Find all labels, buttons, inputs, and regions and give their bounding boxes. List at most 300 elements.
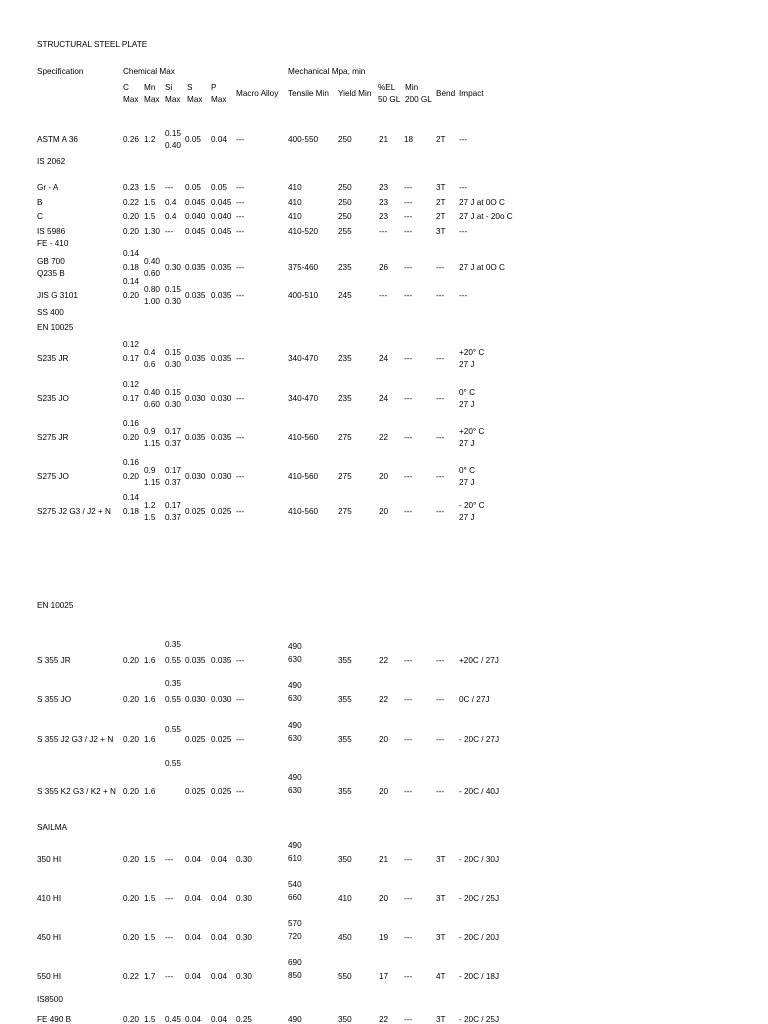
cell-impact: 27 J (459, 513, 475, 522)
cell-p: 0.035 (211, 656, 232, 665)
cell-s: 0.040 (185, 212, 206, 221)
cell-macro-alloy: --- (236, 433, 245, 442)
header-p: P (211, 83, 217, 92)
header-el200: Min (405, 83, 419, 92)
cell-tensile: 410 (288, 183, 302, 192)
cell-elongation-200gl: --- (404, 394, 413, 403)
cell-tensile: 720 (288, 932, 302, 941)
cell-impact: - 20C / 27J (459, 735, 500, 744)
cell-macro-alloy: --- (236, 472, 245, 481)
cell-impact: - 20C / 40J (459, 787, 500, 796)
cell-elongation-50gl: 23 (379, 198, 389, 207)
cell-si: 0.55 (165, 725, 181, 734)
header-mn: Mn (144, 83, 156, 92)
cell-specification: 350 HI (37, 855, 62, 864)
cell-mn: 0.6 (144, 360, 156, 369)
cell-tensile: 850 (288, 971, 302, 980)
cell-macro-alloy: --- (236, 695, 245, 704)
cell-mn: 1.00 (144, 297, 160, 306)
cell-bend: 3T (436, 183, 446, 192)
cell-yield: 235 (338, 354, 352, 363)
cell-specification: Gr - A (37, 183, 59, 192)
page-title: STRUCTURAL STEEL PLATE (37, 40, 148, 49)
cell-p: 0.05 (211, 183, 227, 192)
header-c-sub: Max (123, 95, 139, 104)
cell-elongation-50gl: 20 (379, 735, 389, 744)
cell-yield: 235 (338, 263, 352, 272)
cell-yield: 355 (338, 695, 352, 704)
cell-p: 0.025 (211, 787, 232, 796)
cell-impact: --- (459, 183, 468, 192)
cell-bend: 3T (436, 855, 446, 864)
cell-tensile: 410 (288, 212, 302, 221)
header-tensile: Tensile Min (288, 89, 329, 98)
cell-c: 0.17 (123, 354, 139, 363)
cell-tensile: 410-560 (288, 472, 319, 481)
cell-si: 0.15 (165, 348, 181, 357)
cell-elongation-200gl: 18 (404, 135, 414, 144)
cell-si: --- (165, 972, 174, 981)
cell-impact: - 20C / 25J (459, 894, 500, 903)
cell-yield: 275 (338, 472, 352, 481)
cell-c: 0.14 (123, 249, 139, 258)
cell-mn: 1.6 (144, 695, 156, 704)
cell-yield: 550 (338, 972, 352, 981)
cell-bend: 4T (436, 972, 446, 981)
cell-tensile: 540 (288, 880, 302, 889)
cell-specification: S275 J2 G3 / J2 + N (37, 507, 111, 516)
cell-specification: S235 JR (37, 354, 69, 363)
cell-tensile: 490 (288, 841, 302, 850)
cell-tensile: 630 (288, 694, 302, 703)
cell-p: 0.045 (211, 227, 232, 236)
cell-tensile: 410 (288, 198, 302, 207)
cell-si: 0.37 (165, 513, 181, 522)
cell-mn: 1.15 (144, 478, 160, 487)
section-fe-410: FE - 410 (37, 239, 69, 248)
cell-specification: S275 JR (37, 433, 69, 442)
cell-elongation-200gl: --- (404, 472, 413, 481)
cell-bend: --- (436, 695, 445, 704)
cell-si: 0.30 (165, 263, 181, 272)
header-el200-sub: 200 GL (405, 95, 432, 104)
cell-s: 0.025 (185, 735, 206, 744)
cell-c: 0.22 (123, 972, 139, 981)
header-mn-sub: Max (144, 95, 160, 104)
cell-yield: 355 (338, 787, 352, 796)
cell-specification: S 355 J2 G3 / J2 + N (37, 735, 114, 744)
cell-bend: 3T (436, 227, 446, 236)
cell-impact: --- (459, 291, 468, 300)
cell-specification: S275 JO (37, 472, 69, 481)
cell-elongation-200gl: --- (404, 894, 413, 903)
cell-p: 0.04 (211, 894, 227, 903)
cell-si: 0.17 (165, 501, 181, 510)
cell-si: --- (165, 227, 174, 236)
cell-s: 0.04 (185, 855, 201, 864)
cell-macro-alloy: 0.30 (236, 894, 252, 903)
cell-elongation-50gl: --- (379, 291, 388, 300)
cell-mn: 1.5 (144, 894, 156, 903)
cell-yield: 235 (338, 394, 352, 403)
cell-tensile: 490 (288, 1015, 302, 1024)
cell-s: 0.035 (185, 291, 206, 300)
cell-mn: 1.5 (144, 1015, 156, 1024)
cell-specification: ASTM A 36 (37, 135, 78, 144)
cell-si: 0.4 (165, 198, 177, 207)
cell-tensile: 490 (288, 773, 302, 782)
cell-bend: 3T (436, 1015, 446, 1024)
cell-impact: 0° C (459, 388, 476, 397)
cell-si: 0.15 (165, 388, 181, 397)
cell-yield: 275 (338, 507, 352, 516)
cell-tensile: 490 (288, 681, 302, 690)
cell-elongation-200gl: --- (404, 933, 413, 942)
cell-mn: 1.15 (144, 439, 160, 448)
cell-p: 0.040 (211, 212, 232, 221)
cell-impact: 27 J at 0O C (459, 198, 505, 207)
cell-c: 0.20 (123, 855, 139, 864)
cell-specification: JIS G 3101 (37, 291, 78, 300)
cell-bend: 3T (436, 894, 446, 903)
cell-s: 0.045 (185, 227, 206, 236)
cell-p: 0.035 (211, 354, 232, 363)
cell-si: 0.35 (165, 679, 181, 688)
header-specification: Specification (37, 67, 84, 76)
cell-elongation-200gl: --- (404, 183, 413, 192)
header-s: S (187, 83, 193, 92)
cell-elongation-50gl: 22 (379, 433, 389, 442)
cell-elongation-200gl: --- (404, 212, 413, 221)
cell-specification: 410 HI (37, 894, 62, 903)
cell-elongation-50gl: 24 (379, 354, 389, 363)
cell-impact: 27 J (459, 439, 475, 448)
header-si-sub: Max (165, 95, 181, 104)
section-en-10025-b: EN 10025 (37, 601, 74, 610)
header-bend: Bend (436, 89, 456, 98)
cell-impact: - 20C / 30J (459, 855, 500, 864)
cell-mn: 1.6 (144, 787, 156, 796)
cell-si: 0.30 (165, 360, 181, 369)
cell-c: 0.20 (123, 695, 139, 704)
cell-impact: 27 J (459, 360, 475, 369)
cell-yield: 355 (338, 656, 352, 665)
cell-bend: --- (436, 656, 445, 665)
cell-elongation-50gl: 21 (379, 135, 389, 144)
cell-mn: 1.7 (144, 972, 156, 981)
cell-specification: B (37, 198, 43, 207)
header-p-sub: Max (211, 95, 227, 104)
cell-s: 0.025 (185, 787, 206, 796)
cell-macro-alloy: --- (236, 183, 245, 192)
cell-specification: S 355 JR (37, 656, 71, 665)
cell-elongation-200gl: --- (404, 1015, 413, 1024)
cell-macro-alloy: --- (236, 354, 245, 363)
header-si: Si (165, 83, 173, 92)
cell-elongation-50gl: 24 (379, 394, 389, 403)
cell-impact: 27 J at 0O C (459, 263, 505, 272)
cell-macro-alloy: 0.30 (236, 855, 252, 864)
header-impact: Impact (459, 89, 484, 98)
cell-si: 0.55 (165, 695, 181, 704)
cell-impact: - 20° C (459, 501, 485, 510)
header-el: %EL (378, 83, 396, 92)
cell-tensile: 490 (288, 721, 302, 730)
cell-s: 0.04 (185, 894, 201, 903)
cell-mn: 1.6 (144, 656, 156, 665)
cell-tensile: 570 (288, 919, 302, 928)
cell-bend: --- (436, 735, 445, 744)
cell-c: 0.20 (123, 291, 139, 300)
cell-c: 0.20 (123, 1015, 139, 1024)
cell-mn: 1.30 (144, 227, 160, 236)
cell-mn: 0.9 (144, 427, 156, 436)
section-is-2062: IS 2062 (37, 157, 66, 166)
cell-c: 0.14 (123, 277, 139, 286)
cell-si: --- (165, 183, 174, 192)
cell-tensile: 690 (288, 958, 302, 967)
header-c: C (123, 83, 129, 92)
cell-mn: 1.2 (144, 501, 156, 510)
cell-mn: 0.80 (144, 285, 160, 294)
cell-elongation-200gl: --- (404, 787, 413, 796)
cell-specification: 550 HI (37, 972, 62, 981)
cell-impact: +20° C (459, 427, 485, 436)
cell-mn: 0.40 (144, 257, 160, 266)
cell-p: 0.030 (211, 394, 232, 403)
cell-impact: 0° C (459, 466, 476, 475)
cell-yield: 255 (338, 227, 352, 236)
cell-c: 0.22 (123, 198, 139, 207)
cell-bend: --- (436, 507, 445, 516)
cell-yield: 450 (338, 933, 352, 942)
cell-elongation-50gl: 17 (379, 972, 389, 981)
cell-macro-alloy: 0.30 (236, 972, 252, 981)
cell-elongation-50gl: 22 (379, 1015, 389, 1024)
cell-yield: 275 (338, 433, 352, 442)
cell-bend: --- (436, 433, 445, 442)
cell-si: --- (165, 855, 174, 864)
cell-s: 0.035 (185, 354, 206, 363)
cell-tensile: 340-470 (288, 354, 319, 363)
cell-tensile: 410-520 (288, 227, 319, 236)
cell-si: 0.37 (165, 478, 181, 487)
cell-elongation-200gl: --- (404, 695, 413, 704)
cell-macro-alloy: --- (236, 656, 245, 665)
cell-elongation-50gl: --- (379, 227, 388, 236)
cell-s: 0.04 (185, 1015, 201, 1024)
cell-s: 0.05 (185, 135, 201, 144)
cell-elongation-200gl: --- (404, 855, 413, 864)
cell-tensile: 410-560 (288, 507, 319, 516)
cell-s: 0.030 (185, 695, 206, 704)
cell-specification: 450 HI (37, 933, 62, 942)
cell-p: 0.04 (211, 1015, 227, 1024)
cell-c: 0.23 (123, 183, 139, 192)
cell-bend: --- (436, 291, 445, 300)
cell-bend: 3T (436, 933, 446, 942)
cell-elongation-200gl: --- (404, 227, 413, 236)
cell-p: 0.030 (211, 472, 232, 481)
cell-tensile: 400-510 (288, 291, 319, 300)
cell-p: 0.030 (211, 695, 232, 704)
header-macro-alloy: Macro Alloy (236, 89, 279, 98)
cell-yield: 250 (338, 183, 352, 192)
cell-elongation-200gl: --- (404, 198, 413, 207)
cell-tensile: 630 (288, 655, 302, 664)
cell-mn: 0.60 (144, 269, 160, 278)
cell-macro-alloy: 0.30 (236, 933, 252, 942)
cell-c: 0.12 (123, 340, 139, 349)
cell-p: 0.04 (211, 855, 227, 864)
cell-macro-alloy: --- (236, 787, 245, 796)
cell-bend: --- (436, 263, 445, 272)
cell-c: 0.20 (123, 894, 139, 903)
cell-tensile: 490 (288, 642, 302, 651)
cell-specification: IS 5986 (37, 227, 66, 236)
cell-p: 0.035 (211, 291, 232, 300)
cell-elongation-50gl: 21 (379, 855, 389, 864)
cell-bend: --- (436, 354, 445, 363)
cell-macro-alloy: --- (236, 198, 245, 207)
cell-tensile: 630 (288, 734, 302, 743)
cell-mn: 1.5 (144, 183, 156, 192)
cell-si: --- (165, 894, 174, 903)
cell-bend: 2T (436, 198, 446, 207)
cell-p: 0.04 (211, 972, 227, 981)
cell-yield: 355 (338, 735, 352, 744)
cell-impact: - 20C / 20J (459, 933, 500, 942)
cell-s: 0.035 (185, 263, 206, 272)
cell-impact: +20C / 27J (459, 656, 499, 665)
cell-yield: 245 (338, 291, 352, 300)
cell-mn: 1.5 (144, 198, 156, 207)
cell-specification: C (37, 212, 43, 221)
cell-s: 0.05 (185, 183, 201, 192)
cell-c: 0.14 (123, 493, 139, 502)
cell-mn: 1.5 (144, 212, 156, 221)
cell-impact: 27 J at - 20o C (459, 212, 513, 221)
cell-tensile: 410-560 (288, 433, 319, 442)
cell-si: 0.15 (165, 285, 181, 294)
cell-tensile: 400-550 (288, 135, 319, 144)
cell-mn: 0.9 (144, 466, 156, 475)
cell-c: 0.26 (123, 135, 139, 144)
cell-c: 0.18 (123, 507, 139, 516)
cell-c: 0.20 (123, 212, 139, 221)
cell-si: 0.55 (165, 656, 181, 665)
cell-yield: 250 (338, 198, 352, 207)
cell-elongation-200gl: --- (404, 735, 413, 744)
cell-macro-alloy: --- (236, 735, 245, 744)
cell-impact: 27 J (459, 478, 475, 487)
section-en-10025: EN 10025 (37, 323, 74, 332)
cell-mn: 1.6 (144, 735, 156, 744)
cell-impact: - 20C / 18J (459, 972, 500, 981)
cell-yield: 350 (338, 1015, 352, 1024)
cell-macro-alloy: --- (236, 394, 245, 403)
cell-c: 0.16 (123, 458, 139, 467)
cell-yield: 250 (338, 135, 352, 144)
cell-elongation-50gl: 20 (379, 507, 389, 516)
cell-c: 0.20 (123, 472, 139, 481)
cell-s: 0.035 (185, 656, 206, 665)
cell-mn: 0.40 (144, 388, 160, 397)
cell-p: 0.025 (211, 507, 232, 516)
cell-elongation-50gl: 23 (379, 183, 389, 192)
cell-tensile: 610 (288, 854, 302, 863)
cell-specification: S 355 K2 G3 / K2 + N (37, 787, 116, 796)
cell-specification: S 355 JO (37, 695, 72, 704)
cell-p: 0.025 (211, 735, 232, 744)
cell-bend: --- (436, 472, 445, 481)
cell-elongation-50gl: 22 (379, 695, 389, 704)
cell-c: 0.20 (123, 433, 139, 442)
header-mechanical: Mechanical Mpa, min (288, 67, 366, 76)
cell-si: 0.37 (165, 439, 181, 448)
cell-bend: 2T (436, 212, 446, 221)
cell-mn: 1.5 (144, 513, 156, 522)
cell-si: 0.35 (165, 640, 181, 649)
cell-elongation-50gl: 22 (379, 656, 389, 665)
cell-impact: +20° C (459, 348, 485, 357)
cell-elongation-50gl: 20 (379, 894, 389, 903)
cell-impact: 0C / 27J (459, 695, 490, 704)
cell-elongation-200gl: --- (404, 354, 413, 363)
cell-si: 0.55 (165, 759, 181, 768)
cell-si: 0.17 (165, 427, 181, 436)
cell-s: 0.030 (185, 394, 206, 403)
cell-c: 0.17 (123, 394, 139, 403)
cell-specification: S235 JO (37, 394, 69, 403)
cell-c: 0.20 (123, 227, 139, 236)
cell-c: 0.16 (123, 419, 139, 428)
cell-elongation-200gl: --- (404, 291, 413, 300)
cell-si: --- (165, 933, 174, 942)
cell-p: 0.045 (211, 198, 232, 207)
cell-macro-alloy: --- (236, 227, 245, 236)
cell-tensile: 375-460 (288, 263, 319, 272)
cell-p: 0.04 (211, 933, 227, 942)
cell-si: 0.45 (165, 1015, 181, 1024)
cell-impact: --- (459, 227, 468, 236)
cell-macro-alloy: --- (236, 212, 245, 221)
cell-specification: GB 700 (37, 257, 65, 266)
cell-macro-alloy: --- (236, 263, 245, 272)
cell-c: 0.20 (123, 656, 139, 665)
section-is8500: IS8500 (37, 995, 63, 1004)
cell-s: 0.030 (185, 472, 206, 481)
cell-elongation-50gl: 23 (379, 212, 389, 221)
cell-elongation-50gl: 19 (379, 933, 389, 942)
cell-c: 0.20 (123, 933, 139, 942)
cell-c: 0.12 (123, 380, 139, 389)
cell-si: 0.4 (165, 212, 177, 221)
cell-impact: - 20C / 25J (459, 1015, 500, 1024)
cell-tensile: 630 (288, 786, 302, 795)
cell-bend: 2T (436, 135, 446, 144)
cell-si: 0.30 (165, 297, 181, 306)
header-chemical: Chemical Max (123, 67, 175, 76)
cell-p: 0.035 (211, 433, 232, 442)
cell-s: 0.04 (185, 933, 201, 942)
cell-macro-alloy: --- (236, 507, 245, 516)
cell-mn: 1.2 (144, 135, 156, 144)
cell-elongation-200gl: --- (404, 263, 413, 272)
cell-mn: 1.5 (144, 855, 156, 864)
cell-bend: --- (436, 787, 445, 796)
cell-p: 0.035 (211, 263, 232, 272)
